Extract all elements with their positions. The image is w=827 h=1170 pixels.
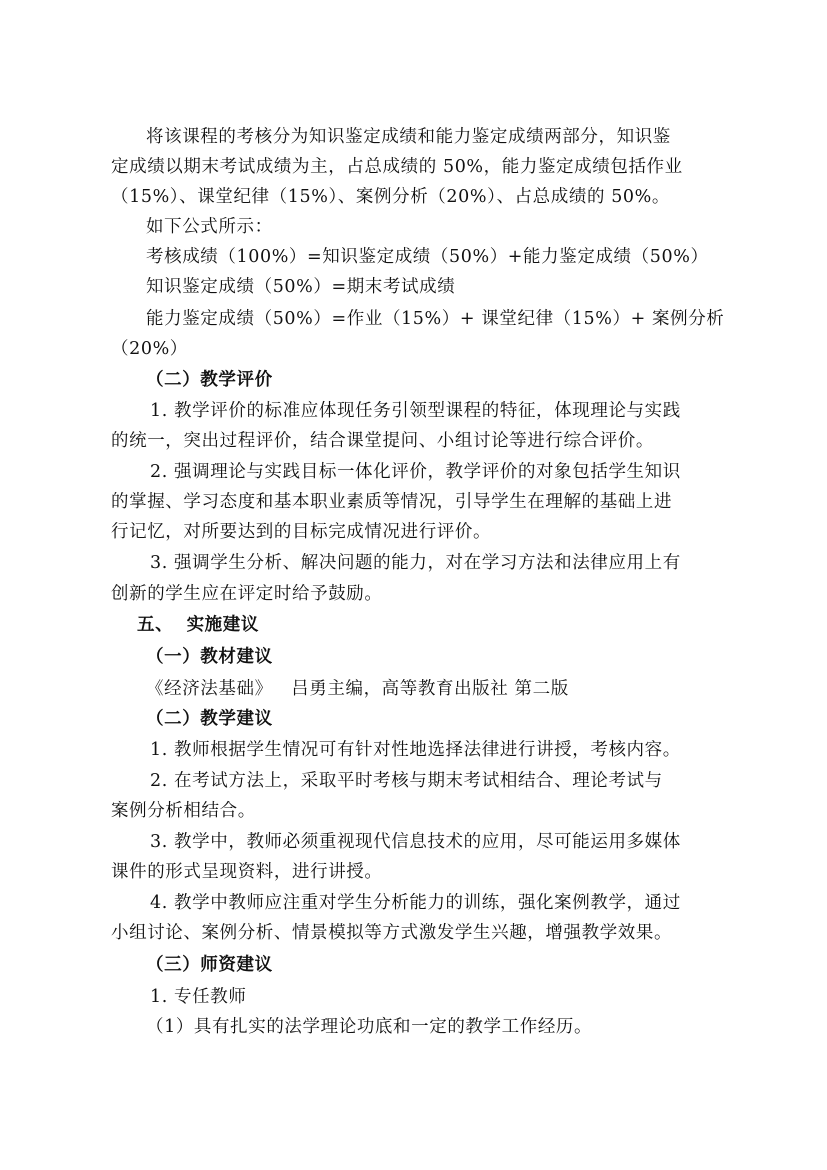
formula-line: 能力鉴定成绩（50%）=作业（15%）+ 课堂纪律（15%）+ 案例分析 xyxy=(146,309,725,329)
paragraph-line: 3. 强调学生分析、解决问题的能力，对在学习方法和法律应用上有 xyxy=(150,553,681,573)
paragraph-line: 3. 教学中，教师必须重视现代信息技术的应用，尽可能运用多媒体 xyxy=(150,832,681,852)
paragraph-line: 课件的形式呈现资料，进行讲授。 xyxy=(111,862,383,882)
paragraph-line: 定成绩以期末考试成绩为主，占总成绩的 50%，能力鉴定成绩包括作业 xyxy=(111,157,683,177)
paragraph-line: 的统一，突出过程评价，结合课堂提问、小组讨论等进行综合评价。 xyxy=(111,431,654,451)
paragraph-line: （15%）、课堂纪律（15%）、案例分析（20%）、占总成绩的 50%。 xyxy=(111,187,670,207)
paragraph-line: 1. 教师根据学生情况可有针对性地选择法律进行讲授，考核内容。 xyxy=(150,740,681,760)
textbook-line: 《经济法基础》 吕勇主编，高等教育出版社 第二版 xyxy=(146,679,569,699)
paragraph-line: 案例分析相结合。 xyxy=(111,801,256,821)
formula-line: 知识鉴定成绩（50%）=期末考试成绩 xyxy=(146,277,456,297)
paragraph-line: 创新的学生应在评定时给予鼓励。 xyxy=(111,584,383,604)
formula-line: （20%） xyxy=(111,339,188,359)
section-heading: （二）教学评价 xyxy=(146,370,273,390)
paragraph-line: 如下公式所示： xyxy=(146,217,273,237)
paragraph-line: 小组讨论、案例分析、情景模拟等方式激发学生兴趣，增强教学效果。 xyxy=(111,923,673,943)
paragraph-line: 2. 强调理论与实践目标一体化评价，教学评价的对象包括学生知识 xyxy=(150,462,681,482)
paragraph-line: （1）具有扎实的法学理论功底和一定的教学工作经历。 xyxy=(146,1017,593,1037)
section-heading: （一）教材建议 xyxy=(146,647,273,667)
paragraph-line: 的掌握、学习态度和基本职业素质等情况，引导学生在理解的基础上进 xyxy=(111,492,673,512)
paragraph-line: 4. 教学中教师应注重对学生分析能力的训练，强化案例教学，通过 xyxy=(150,893,681,913)
section-heading: （三）师资建议 xyxy=(146,955,273,975)
paragraph-line: 2. 在考试方法上，采取平时考核与期末考试相结合、理论考试与 xyxy=(150,771,663,791)
chapter-heading: 五、 实施建议 xyxy=(137,615,259,635)
paragraph-line: 1. 教学评价的标准应体现任务引领型课程的特征，体现理论与实践 xyxy=(150,401,681,421)
paragraph-line: 1. 专任教师 xyxy=(150,987,247,1007)
section-heading: （二）教学建议 xyxy=(146,709,273,729)
paragraph-line: 将该课程的考核分为知识鉴定成绩和能力鉴定成绩两部分，知识鉴 xyxy=(146,127,671,147)
formula-line: 考核成绩（100%）=知识鉴定成绩（50%）+能力鉴定成绩（50%） xyxy=(146,247,709,267)
paragraph-line: 行记忆，对所要达到的目标完成情况进行评价。 xyxy=(111,522,492,542)
